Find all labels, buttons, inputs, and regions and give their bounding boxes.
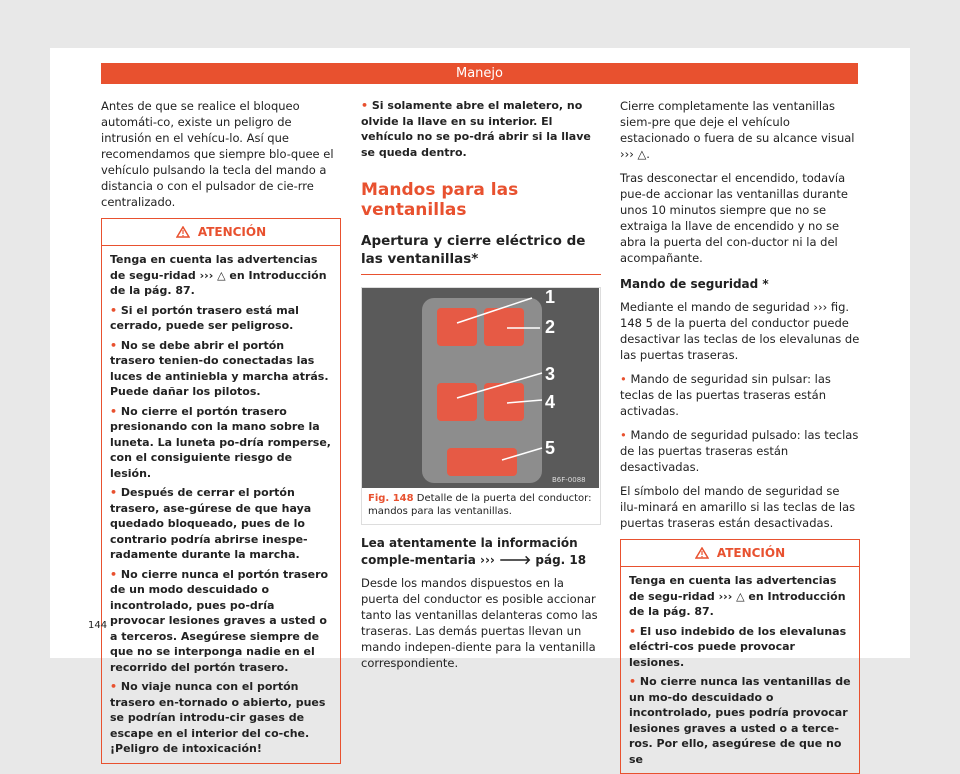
warning-item: • Después de cerrar el portón trasero, ase-gúrese de que haya quedado bloqueado, pues de lo contrario podría abrirse inespe-radamente durante la marcha. [110,485,332,563]
callout-3: 3 [545,364,556,384]
paragraph: El símbolo del mando de seguridad se ilu-minará en amarillo si las teclas de las puertas traseras están desactivadas. [620,484,856,530]
warning-item: • No cierre nunca las ventanillas de un mo-do descuidado o incontrolado, pues podría provocar lesiones graves a usted o a terce-ros. Por ello, asegúrese de que no se [629,674,851,767]
caption-text: Detalle de la puerta del conductor: mandos para las ventanillas. [368,493,592,517]
warning-icon [176,226,190,238]
warning-item: • Si el portón trasero está mal cerrado, puede ser peligroso. [110,303,332,334]
warning-title: ATENCIÓN [197,225,267,239]
callout-1: 1 [545,288,556,307]
warning-box [620,539,860,774]
warning-box [101,218,341,764]
warning-intro: Tenga en cuenta las advertencias de segu-ridad ››› △ en Introducción de la pág. 87. [629,574,846,618]
warning-title: ATENCIÓN [716,546,786,560]
bullet-item: • Mando de seguridad pulsado: las teclas de las puertas traseras están desactivadas. [620,427,860,475]
warning-icon [695,547,709,559]
bullet-item: • Mando de seguridad sin pulsar: las teclas de las puertas traseras están activadas. [620,371,860,419]
caption-number: Fig. 148 [368,493,414,504]
subsection-title: Apertura y cierre eléctrico de las ventanillas* [361,232,601,275]
note-item: • Si solamente abre el maletero, no olvide la llave en su interior. El vehículo no se po-drá abrir si la llave se queda dentro. [361,98,601,160]
paragraph: Mediante el mando de seguridad ››› fig. 148 5 de la puerta del conductor puede desactivar las teclas de los elevalunas de las puertas traseras. [620,300,860,362]
callout-4: 4 [545,392,556,412]
warning-item: • No cierre nunca el portón trasero de un modo descuidado o incontrolado, pues po-dría provocar lesiones graves a usted o a terceros. Asegúrese siempre de que no se interponga nadie en el recorrido del portón trasero. [110,567,332,676]
paragraph: Cierre completamente las ventanillas siem-pre que deje el vehículo estacionado o fuera de su alcance visual ››› △. [620,99,855,161]
column-3 [620,98,860,774]
page-number: 144 [88,620,108,631]
paragraph: Tras desconectar el encendido, todavía pue-de accionar las ventanillas durante unos 10 minutos siempre que no se extraiga la llave de encendido y no se abra la puerta del con-ductor ni la del acompañante. [620,171,848,265]
info-reference: Lea atentamente la información comple-mentaria ››› 🡒 pág. 18 [361,536,587,567]
warning-item: • No cierre el portón trasero presionando con la mano sobre la luneta. La luneta po-dría romperse, con el consiguiente riesgo de lesión. [110,404,332,482]
paragraph: Desde los mandos dispuestos en la puerta del conductor es posible accionar tanto las ventanillas delanteras como las traseras. Las demás puertas llevan un mando indepen-diente para la ventanilla correspondiente. [361,576,598,670]
figure-code: B6F-0088 [552,476,586,484]
callout-5: 5 [545,438,556,458]
section-title: Mandos para las ventanillas [361,180,519,220]
column-1 [101,98,341,764]
window-controls-image [362,288,599,488]
warning-item: • No se debe abrir el portón trasero tenien-do conectadas las luces de antiniebla y marcha atrás. Puede dañar los pilotos. [110,338,332,400]
figure [361,287,601,525]
warning-item: • No viaje nunca con el portón trasero en-tornado o abierto, pues se podrían introdu-cir gases de escape en el interior del co-che. ¡Peligro de intoxicación! [110,679,332,757]
warning-item: • El uso indebido de los elevalunas eléctri-cos puede provocar lesiones. [629,624,851,671]
warning-intro: Tenga en cuenta las advertencias de segu-ridad ››› △ en Introducción de la pág. 87. [110,253,327,297]
column-2 [361,98,601,679]
subheading: Mando de seguridad * [620,277,769,291]
intro-paragraph: Antes de que se realice el bloqueo automáti-co, existe un peligro de intrusión en el vehícu-lo. Así que recomendamos que siempre blo-quee el vehículo pulsando la tecla del mando a distancia o con el pulsador de cie-rre centralizado. [101,99,334,209]
section-header: Manejo [101,63,858,84]
callout-2: 2 [545,317,556,337]
